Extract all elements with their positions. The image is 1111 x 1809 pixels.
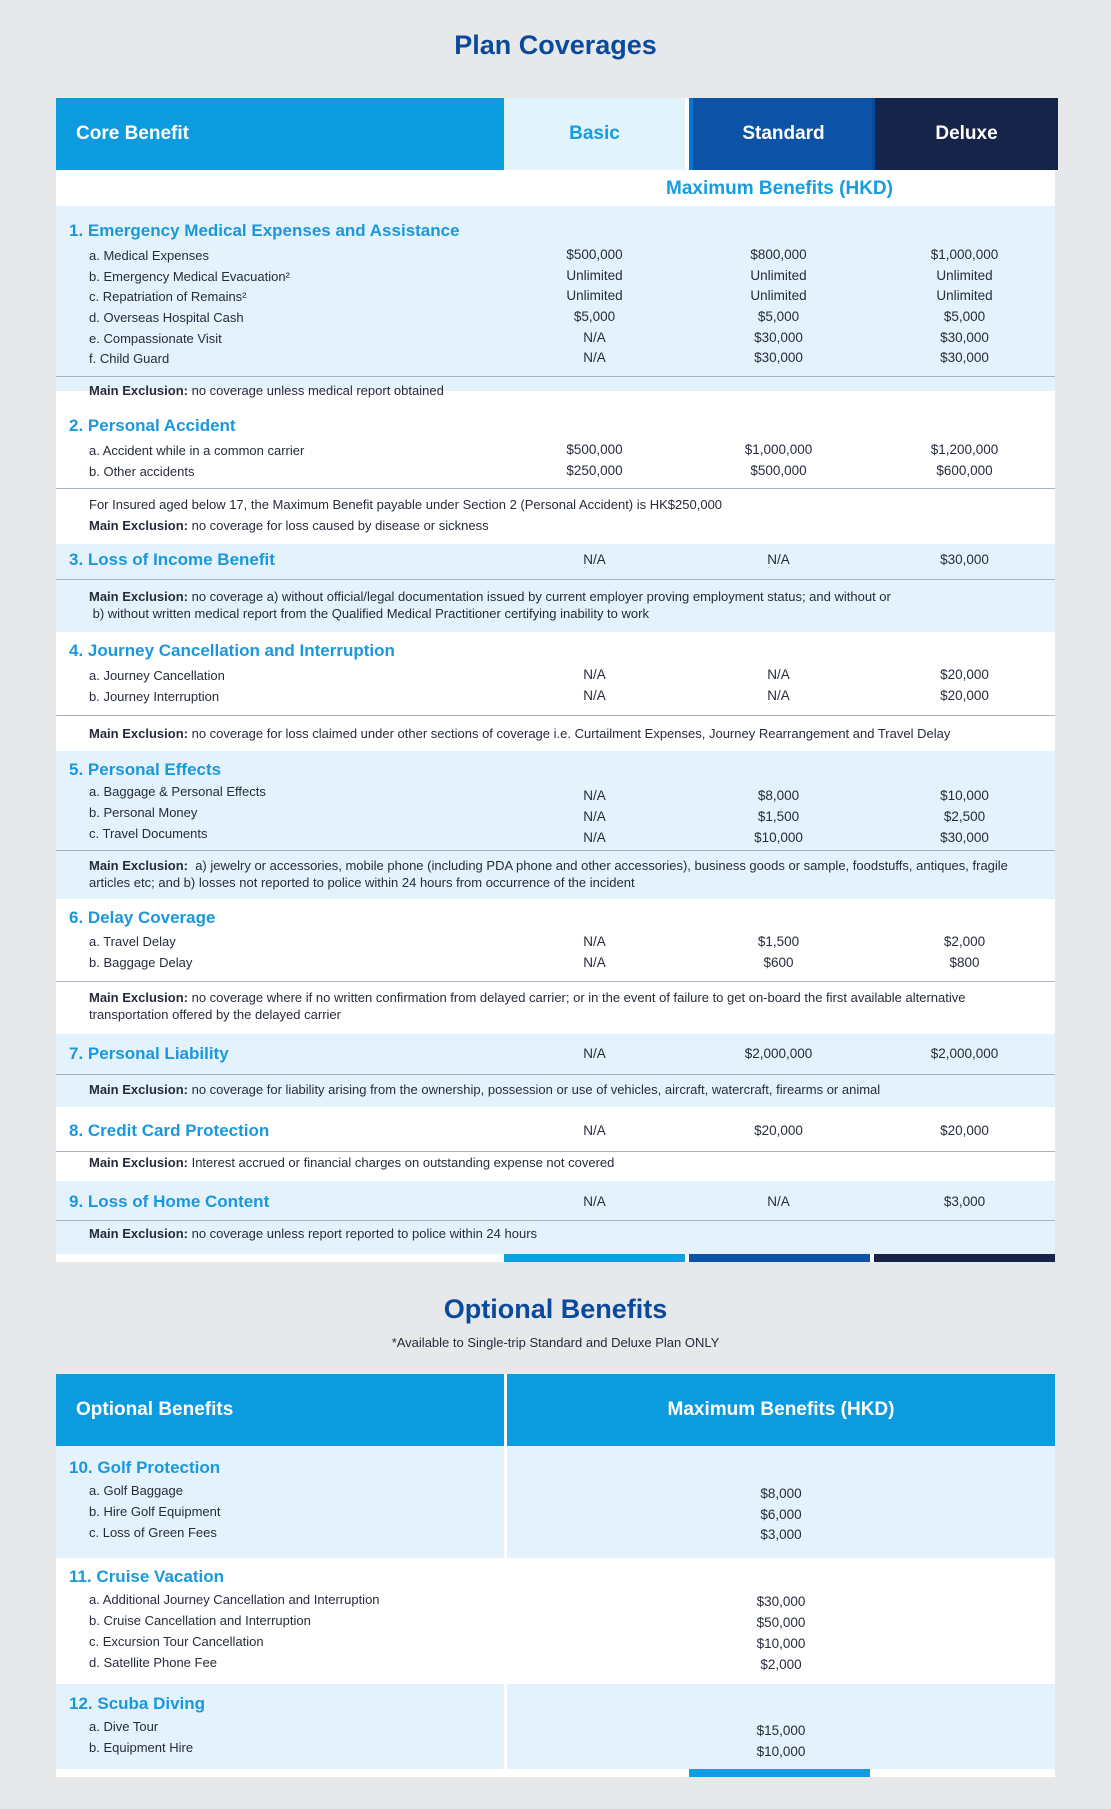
value-standard: $5,000 — [757, 309, 800, 324]
row-label: a. Accident while in a common carrier — [89, 443, 305, 458]
value-deluxe: $2,500 — [943, 809, 986, 824]
header-standard-plan: Standard — [689, 98, 874, 170]
main-exclusion: Main Exclusion: no coverage unless medical report obtained — [89, 383, 444, 398]
value-standard: $20,000 — [754, 1123, 803, 1138]
core-benefits-table — [56, 98, 1055, 1262]
main-exclusion: Main Exclusion: no coverage for loss caused by disease or sickness — [89, 518, 489, 533]
value-basic: $500,000 — [566, 247, 623, 262]
main-exclusion: Main Exclusion: no coverage for liability arising from the ownership, possession or use of vehicles, aircraft, watercraft, firearms or animal — [89, 1082, 881, 1097]
value-basic: N/A — [583, 1046, 606, 1061]
value-standard: N/A — [767, 1194, 790, 1209]
value-deluxe: $1,200,000 — [930, 442, 999, 457]
row-label: a. Baggage & Personal Effects — [89, 784, 266, 799]
row-label: b. Other accidents — [89, 464, 195, 479]
header-deluxe-plan: Deluxe — [872, 98, 1058, 170]
header-maximum-benefits: Maximum Benefits (HKD) — [507, 1374, 1055, 1446]
row-label: b. Personal Money — [89, 805, 198, 820]
value-basic: N/A — [583, 1194, 606, 1209]
row-label: c. Repatriation of Remains² — [89, 289, 247, 304]
value-deluxe: $10,000 — [940, 788, 989, 803]
section-title: 6. Delay Coverage — [69, 908, 216, 927]
value-standard: N/A — [767, 688, 790, 703]
row-label: a. Journey Cancellation — [89, 668, 225, 683]
value-standard: $800,000 — [750, 247, 807, 262]
optional-benefits-subtitle: *Available to Single-trip Standard and Deluxe Plan ONLY — [391, 1335, 720, 1350]
value-deluxe: $600,000 — [936, 463, 993, 478]
header-basic-plan: Basic — [504, 98, 685, 170]
value-maximum: $2,000 — [760, 1657, 802, 1672]
main-exclusion: Main Exclusion: no coverage a) without official/legal documentation issued by current employer proving employment status; and without or b) without written medical report from the Qualified Medical Practitioner certifying inability to work — [89, 589, 891, 621]
section-title: 7. Personal Liability — [69, 1044, 229, 1063]
value-deluxe: $30,000 — [940, 552, 989, 567]
value-deluxe: $30,000 — [940, 330, 989, 345]
value-maximum: $6,000 — [760, 1507, 802, 1522]
divider — [56, 488, 1055, 489]
divider — [56, 579, 1055, 580]
row-label: e. Compassionate Visit — [89, 331, 222, 346]
value-standard: $10,000 — [754, 830, 803, 845]
main-exclusion: Main Exclusion: no coverage where if no written confirmation from delayed carrier; or in the event of failure to get on-board the first available alternative transportation offered by the delayed carrier — [89, 990, 966, 1022]
row-label: c. Loss of Green Fees — [89, 1525, 217, 1540]
header-optional-benefits: Optional Benefits — [56, 1374, 504, 1446]
section-title: 8. Credit Card Protection — [69, 1121, 270, 1140]
value-standard: $1,000,000 — [744, 442, 813, 457]
row-label: b. Journey Interruption — [89, 689, 220, 704]
value-basic: N/A — [583, 788, 606, 803]
value-deluxe: Unlimited — [936, 268, 993, 283]
section-title: 2. Personal Accident — [69, 416, 236, 435]
row-label: b. Emergency Medical Evacuation² — [89, 269, 290, 284]
value-deluxe: $30,000 — [940, 830, 989, 845]
section-title: 1. Emergency Medical Expenses and Assistance — [69, 221, 460, 240]
main-exclusion: Main Exclusion: no coverage unless report reported to police within 24 hours — [89, 1226, 538, 1241]
value-standard: N/A — [767, 667, 790, 682]
value-standard: $30,000 — [754, 350, 803, 365]
value-basic: N/A — [583, 809, 606, 824]
main-exclusion: Main Exclusion: no coverage for loss claimed under other sections of coverage i.e. Curtailment Expenses, Journey Rearrangement and Travel Delay — [89, 726, 951, 741]
value-basic: N/A — [583, 667, 606, 682]
value-basic: $250,000 — [566, 463, 623, 478]
value-basic: N/A — [583, 830, 606, 845]
value-basic: N/A — [583, 688, 606, 703]
value-standard: $30,000 — [754, 330, 803, 345]
value-standard: $1,500 — [757, 809, 800, 824]
section-title: 4. Journey Cancellation and Interruption — [69, 641, 395, 660]
row-label: a. Additional Journey Cancellation and Interruption — [89, 1592, 380, 1607]
main-exclusion: Main Exclusion: a) jewelry or accessories, mobile phone (including PDA phone and other accessories), business goods or sample, foodstuffs, antiques, fragile articles etc; and b) losses not reported to police within 24 hours from occurrence of the incident — [89, 858, 1008, 890]
value-standard: $2,000,000 — [744, 1046, 813, 1061]
value-basic: Unlimited — [566, 288, 623, 303]
value-deluxe: $20,000 — [940, 688, 989, 703]
value-maximum: $15,000 — [756, 1723, 806, 1738]
value-deluxe: $20,000 — [940, 1123, 989, 1138]
value-deluxe: $20,000 — [940, 667, 989, 682]
basic-footer-bar — [504, 1254, 685, 1262]
value-deluxe: Unlimited — [936, 288, 993, 303]
value-basic: N/A — [583, 955, 606, 970]
value-standard: $500,000 — [750, 463, 807, 478]
divider — [56, 376, 1055, 377]
row-label: a. Medical Expenses — [89, 248, 209, 263]
header-core-benefit: Core Benefit — [56, 98, 504, 170]
row-label: d. Overseas Hospital Cash — [89, 310, 244, 325]
value-deluxe: $3,000 — [943, 1194, 986, 1209]
value-deluxe: $5,000 — [943, 309, 986, 324]
row-label: a. Golf Baggage — [89, 1483, 183, 1498]
main-exclusion: Main Exclusion: Interest accrued or financial charges on outstanding expense not covered — [89, 1155, 615, 1170]
optional-benefits-table — [56, 1374, 1055, 1777]
value-deluxe: $2,000,000 — [930, 1046, 999, 1061]
section-title: 10. Golf Protection — [69, 1458, 221, 1477]
value-deluxe: $2,000 — [943, 934, 986, 949]
row-label: b. Hire Golf Equipment — [89, 1504, 221, 1519]
row-label: a. Dive Tour — [89, 1719, 159, 1734]
value-basic: Unlimited — [566, 268, 623, 283]
value-basic: N/A — [583, 330, 606, 345]
value-standard: Unlimited — [750, 268, 807, 283]
row-label: b. Cruise Cancellation and Interruption — [89, 1613, 311, 1628]
optional-benefits-title: Optional Benefits — [443, 1294, 668, 1324]
value-maximum: $10,000 — [756, 1744, 806, 1759]
section-title: 12. Scuba Diving — [69, 1694, 206, 1713]
value-deluxe: $30,000 — [940, 350, 989, 365]
value-deluxe: $1,000,000 — [930, 247, 999, 262]
value-maximum: $50,000 — [756, 1615, 806, 1630]
divider — [56, 1220, 1055, 1221]
age-note: For Insured aged below 17, the Maximum Benefit payable under Section 2 (Personal Accident) is HK$250,000 — [89, 497, 723, 512]
value-basic: $5,000 — [573, 309, 616, 324]
value-maximum: $8,000 — [760, 1486, 802, 1501]
row-label: d. Satellite Phone Fee — [89, 1655, 217, 1670]
section-title: 5. Personal Effects — [69, 760, 222, 779]
row-label: f. Child Guard — [89, 351, 170, 366]
row-label: a. Travel Delay — [89, 934, 176, 949]
divider — [56, 715, 1055, 716]
divider — [56, 981, 1055, 982]
standard-footer-bar — [689, 1254, 870, 1262]
value-basic: N/A — [583, 552, 606, 567]
value-deluxe: $800 — [949, 955, 980, 970]
value-standard: $8,000 — [757, 788, 800, 803]
column-divider — [504, 1374, 507, 1769]
value-maximum: $10,000 — [756, 1636, 806, 1651]
row-label: c. Excursion Tour Cancellation — [89, 1634, 264, 1649]
divider — [56, 1151, 1055, 1152]
maximum-benefits-label: Maximum Benefits (HKD) — [666, 178, 893, 199]
page-title: Plan Coverages — [454, 30, 657, 60]
row-label: c. Travel Documents — [89, 826, 208, 841]
deluxe-footer-bar — [874, 1254, 1055, 1262]
value-standard: $600 — [763, 955, 794, 970]
value-standard: $1,500 — [757, 934, 800, 949]
row-label: b. Equipment Hire — [89, 1740, 194, 1755]
value-maximum: $30,000 — [756, 1594, 806, 1609]
section-title: 3. Loss of Income Benefit — [69, 550, 275, 569]
optional-footer-bar — [689, 1769, 870, 1777]
value-standard: Unlimited — [750, 288, 807, 303]
value-maximum: $3,000 — [760, 1527, 802, 1542]
value-basic: $500,000 — [566, 442, 623, 457]
section-title: 9. Loss of Home Content — [69, 1192, 270, 1211]
value-basic: N/A — [583, 350, 606, 365]
value-basic: N/A — [583, 934, 606, 949]
divider — [56, 1074, 1055, 1075]
section-title: 11. Cruise Vacation — [69, 1567, 224, 1586]
divider — [56, 850, 1055, 851]
value-basic: N/A — [583, 1123, 606, 1138]
value-standard: N/A — [767, 552, 790, 567]
row-label: b. Baggage Delay — [89, 955, 193, 970]
